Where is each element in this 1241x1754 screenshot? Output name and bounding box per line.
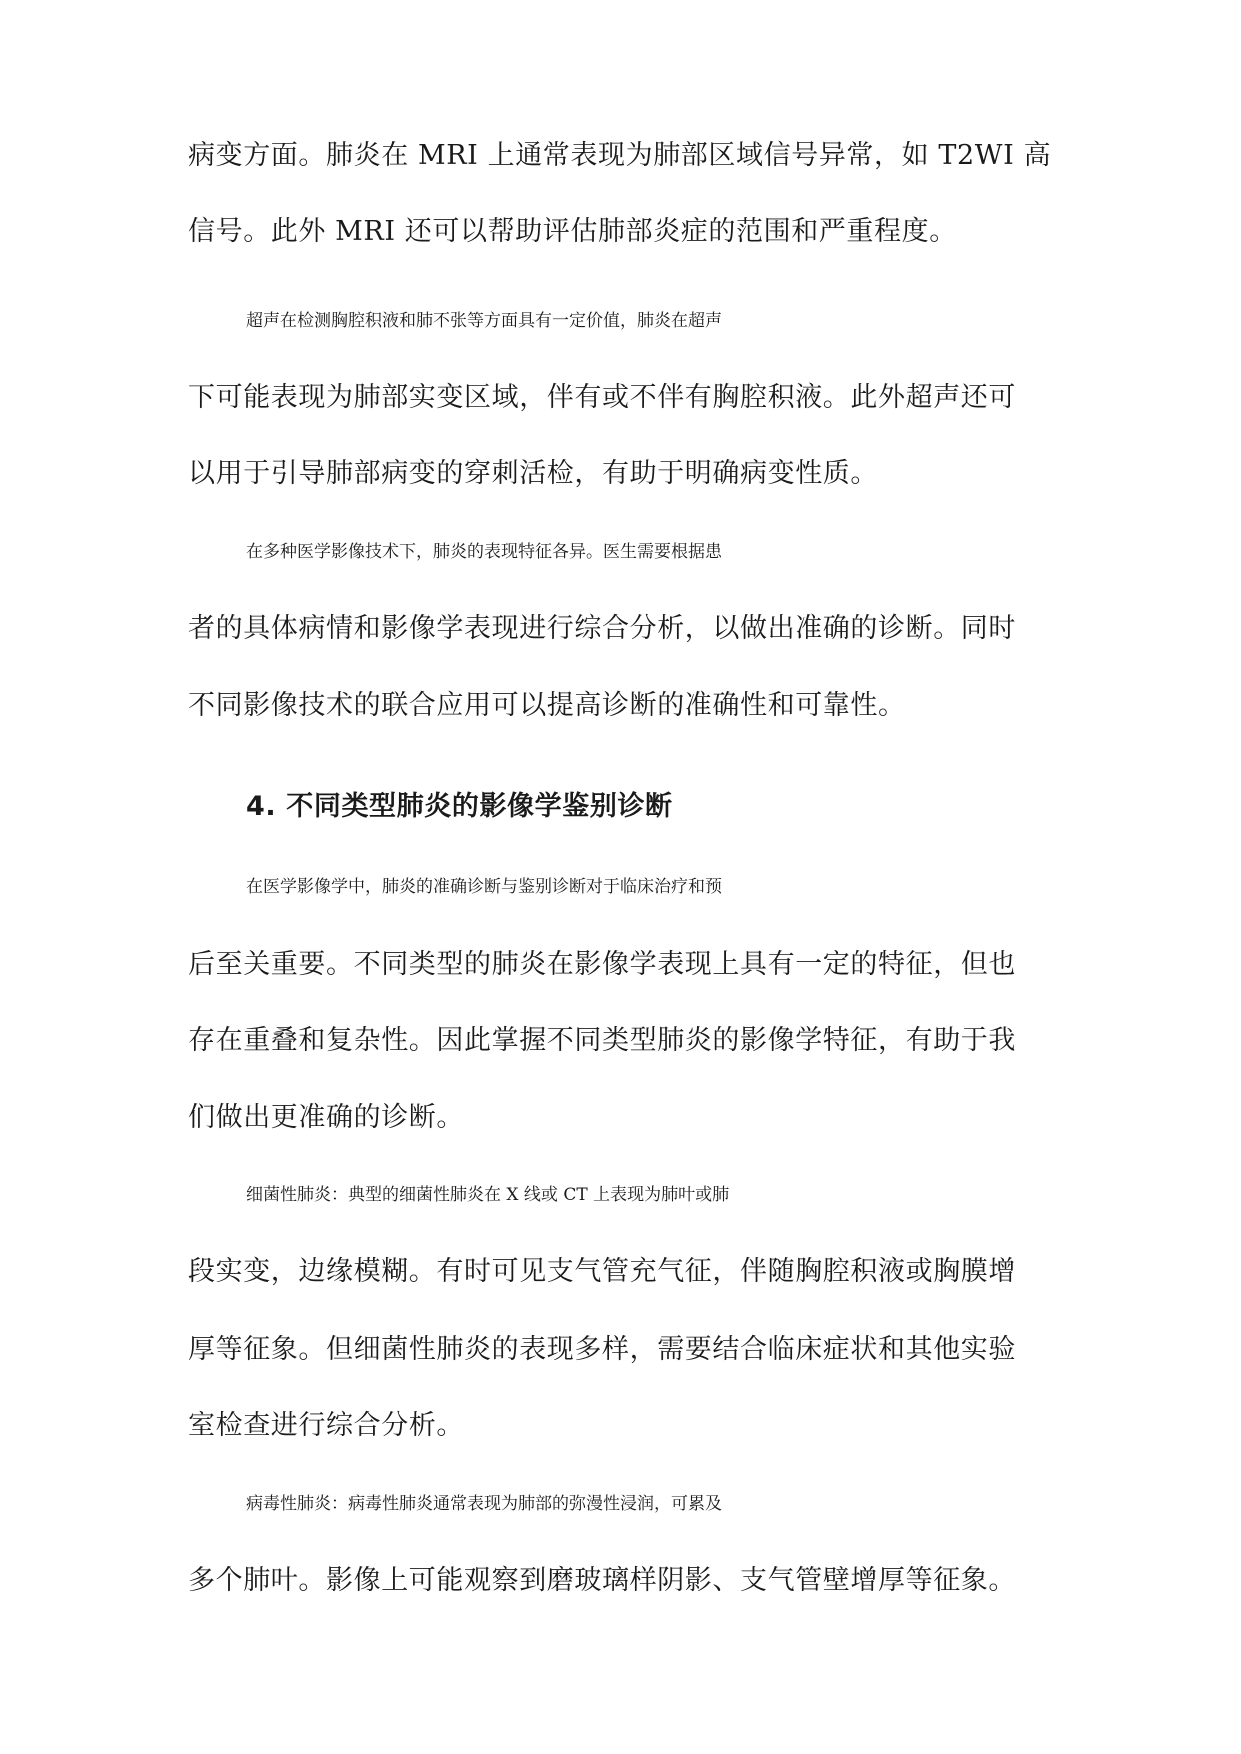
paragraph-line: 细菌性肺炎：典型的细菌性肺炎在 X 线或 CT 上表现为肺叶或肺 — [246, 1185, 730, 1205]
paragraph-line: 超声在检测胸腔积液和肺不张等方面具有一定价值，肺炎在超声 — [246, 311, 722, 331]
paragraph-line: 者的具体病情和影像学表现进行综合分析，以做出准确的诊断。同时 — [188, 613, 1016, 644]
paragraph-line: 后至关重要。不同类型的肺炎在影像学表现上具有一定的特征，但也 — [188, 949, 1016, 980]
paragraph-line: 室检查进行综合分析。 — [188, 1410, 464, 1441]
paragraph-line: 们做出更准确的诊断。 — [188, 1102, 464, 1133]
paragraph-line: 病变方面。肺炎在 MRI 上通常表现为肺部区域信号异常，如 T2WI 高 — [188, 140, 1052, 171]
paragraph-line: 不同影像技术的联合应用可以提高诊断的准确性和可靠性。 — [188, 690, 906, 721]
paragraph-line: 在医学影像学中，肺炎的准确诊断与鉴别诊断对于临床治疗和预 — [246, 877, 722, 897]
paragraph-line: 厚等征象。但细菌性肺炎的表现多样，需要结合临床症状和其他实验 — [188, 1334, 1016, 1365]
paragraph-line: 存在重叠和复杂性。因此掌握不同类型肺炎的影像学特征，有助于我 — [188, 1025, 1016, 1056]
paragraph-line: 下可能表现为肺部实变区域，伴有或不伴有胸腔积液。此外超声还可 — [188, 382, 1016, 413]
paragraph-line: 段实变，边缘模糊。有时可见支气管充气征，伴随胸腔积液或胸膜增 — [188, 1256, 1016, 1287]
paragraph-line: 以用于引导肺部病变的穿刺活检，有助于明确病变性质。 — [188, 458, 878, 489]
section-heading: 4. 不同类型肺炎的影像学鉴别诊断 — [246, 791, 673, 822]
paragraph-line: 信号。此外 MRI 还可以帮助评估肺部炎症的范围和严重程度。 — [188, 216, 957, 247]
paragraph-line: 在多种医学影像技术下，肺炎的表现特征各异。医生需要根据患 — [246, 542, 722, 562]
paragraph-line: 多个肺叶。影像上可能观察到磨玻璃样阴影、支气管壁增厚等征象。 — [188, 1565, 1016, 1596]
paragraph-line: 病毒性肺炎：病毒性肺炎通常表现为肺部的弥漫性浸润，可累及 — [246, 1494, 722, 1514]
